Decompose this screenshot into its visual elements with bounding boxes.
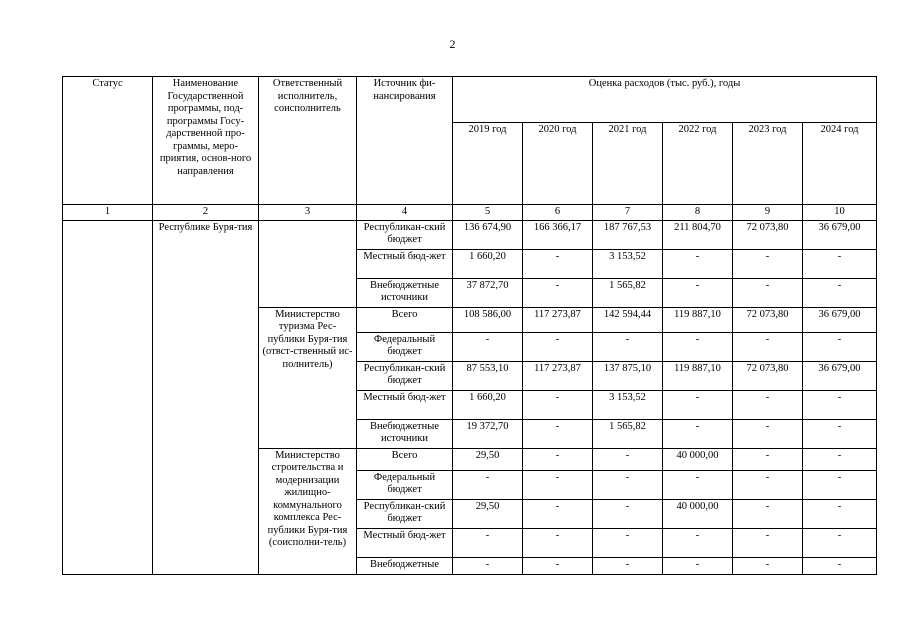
value-cell: 87 553,10 — [453, 361, 523, 390]
value-cell: - — [803, 557, 877, 574]
value-cell: - — [803, 419, 877, 448]
source-cell: Всего — [357, 448, 453, 470]
value-cell: 72 073,80 — [733, 307, 803, 332]
value-cell: 136 674,90 — [453, 220, 523, 249]
page-number: 2 — [449, 37, 456, 51]
source-cell: Внебюджетные — [357, 557, 453, 574]
value-cell: - — [733, 448, 803, 470]
value-cell: - — [663, 249, 733, 278]
value-cell: - — [733, 390, 803, 419]
source-cell: Республикан-ский бюджет — [357, 499, 453, 528]
column-number: 9 — [733, 205, 803, 221]
value-cell: - — [523, 448, 593, 470]
value-cell: 166 366,17 — [523, 220, 593, 249]
value-cell: - — [663, 278, 733, 307]
value-cell: - — [453, 332, 523, 361]
value-cell: - — [803, 448, 877, 470]
source-cell: Всего — [357, 307, 453, 332]
source-cell: Местный бюд-жет — [357, 249, 453, 278]
value-cell: - — [523, 419, 593, 448]
value-cell: - — [523, 557, 593, 574]
value-cell: - — [523, 499, 593, 528]
value-cell: 29,50 — [453, 448, 523, 470]
value-cell: - — [523, 390, 593, 419]
header-source: Источник фи-нансирования — [357, 77, 453, 205]
value-cell: 211 804,70 — [663, 220, 733, 249]
column-number: 8 — [663, 205, 733, 221]
value-cell: - — [803, 332, 877, 361]
header-year: 2023 год — [733, 123, 803, 205]
value-cell: 72 073,80 — [733, 361, 803, 390]
header-year: 2024 год — [803, 123, 877, 205]
value-cell: - — [593, 528, 663, 557]
status-cell — [63, 220, 153, 574]
value-cell: 119 887,10 — [663, 307, 733, 332]
value-cell: - — [663, 390, 733, 419]
source-cell: Республикан-ский бюджет — [357, 361, 453, 390]
value-cell: - — [663, 557, 733, 574]
value-cell: - — [593, 499, 663, 528]
value-cell: - — [733, 249, 803, 278]
value-cell: - — [733, 419, 803, 448]
value-cell: 29,50 — [453, 499, 523, 528]
value-cell: - — [523, 249, 593, 278]
value-cell: - — [663, 470, 733, 499]
source-cell: Федеральный бюджет — [357, 470, 453, 499]
value-cell: - — [523, 278, 593, 307]
value-cell: - — [453, 528, 523, 557]
value-cell: - — [733, 278, 803, 307]
value-cell: - — [593, 332, 663, 361]
value-cell: 187 767,53 — [593, 220, 663, 249]
value-cell: 36 679,00 — [803, 307, 877, 332]
value-cell: 1 660,20 — [453, 249, 523, 278]
value-cell: - — [663, 332, 733, 361]
column-number: 7 — [593, 205, 663, 221]
executor-construction: Министерство строительства и модернизации жилищно-коммунального комплекса Рес-публики Буря-тия (соисполни-тель) — [259, 448, 357, 574]
value-cell: 117 273,87 — [523, 361, 593, 390]
value-cell: 1 565,82 — [593, 278, 663, 307]
value-cell: 40 000,00 — [663, 499, 733, 528]
value-cell: - — [803, 278, 877, 307]
value-cell: - — [523, 332, 593, 361]
column-number: 4 — [357, 205, 453, 221]
value-cell: 137 875,10 — [593, 361, 663, 390]
header-year: 2019 год — [453, 123, 523, 205]
executor-cell-empty — [259, 220, 357, 307]
source-cell: Местный бюд-жет — [357, 390, 453, 419]
value-cell: - — [733, 470, 803, 499]
value-cell: 142 594,44 — [593, 307, 663, 332]
header-year: 2021 год — [593, 123, 663, 205]
value-cell: 1 565,82 — [593, 419, 663, 448]
executor-tourism: Министерство туризма Рес-публики Буря-тия (отвст-ственный ис-полнитель) — [259, 307, 357, 448]
value-cell: 72 073,80 — [733, 220, 803, 249]
header-year: 2020 год — [523, 123, 593, 205]
value-cell: 40 000,00 — [663, 448, 733, 470]
value-cell: - — [663, 528, 733, 557]
source-cell: Внебюджетные источники — [357, 419, 453, 448]
value-cell: - — [593, 448, 663, 470]
value-cell: - — [803, 470, 877, 499]
value-cell: 36 679,00 — [803, 220, 877, 249]
source-cell: Внебюджетные источники — [357, 278, 453, 307]
header-status: Статус — [63, 77, 153, 205]
column-number: 10 — [803, 205, 877, 221]
column-number: 6 — [523, 205, 593, 221]
budget-table — [62, 76, 877, 575]
value-cell: 3 153,52 — [593, 390, 663, 419]
column-number: 1 — [63, 205, 153, 221]
value-cell: - — [733, 528, 803, 557]
value-cell: 37 872,70 — [453, 278, 523, 307]
source-cell: Федеральный бюджет — [357, 332, 453, 361]
value-cell: 108 586,00 — [453, 307, 523, 332]
value-cell: 3 153,52 — [593, 249, 663, 278]
column-number: 5 — [453, 205, 523, 221]
column-number: 3 — [259, 205, 357, 221]
value-cell: 19 372,70 — [453, 419, 523, 448]
value-cell: - — [663, 419, 733, 448]
program-name: Республике Буря-тия — [153, 220, 259, 574]
value-cell: - — [593, 470, 663, 499]
value-cell: - — [453, 557, 523, 574]
value-cell: 117 273,87 — [523, 307, 593, 332]
value-cell: - — [733, 499, 803, 528]
column-number: 2 — [153, 205, 259, 221]
value-cell: - — [733, 557, 803, 574]
value-cell: - — [453, 470, 523, 499]
header-name: Наименование Государственной программы, под-программы Госу-дарственной про-граммы, меро-приятия, основ-ного направления — [153, 77, 259, 205]
header-cost: Оценка расходов (тыс. руб.), годы — [453, 77, 877, 123]
value-cell: - — [803, 390, 877, 419]
value-cell: 1 660,20 — [453, 390, 523, 419]
value-cell: - — [803, 528, 877, 557]
value-cell: 36 679,00 — [803, 361, 877, 390]
value-cell: - — [803, 249, 877, 278]
header-year: 2022 год — [663, 123, 733, 205]
value-cell: - — [803, 499, 877, 528]
value-cell: - — [523, 470, 593, 499]
value-cell: 119 887,10 — [663, 361, 733, 390]
header-executor: Ответственный исполнитель, соисполнитель — [259, 77, 357, 205]
source-cell: Республикан-ский бюджет — [357, 220, 453, 249]
value-cell: - — [733, 332, 803, 361]
value-cell: - — [593, 557, 663, 574]
source-cell: Местный бюд-жет — [357, 528, 453, 557]
value-cell: - — [523, 528, 593, 557]
